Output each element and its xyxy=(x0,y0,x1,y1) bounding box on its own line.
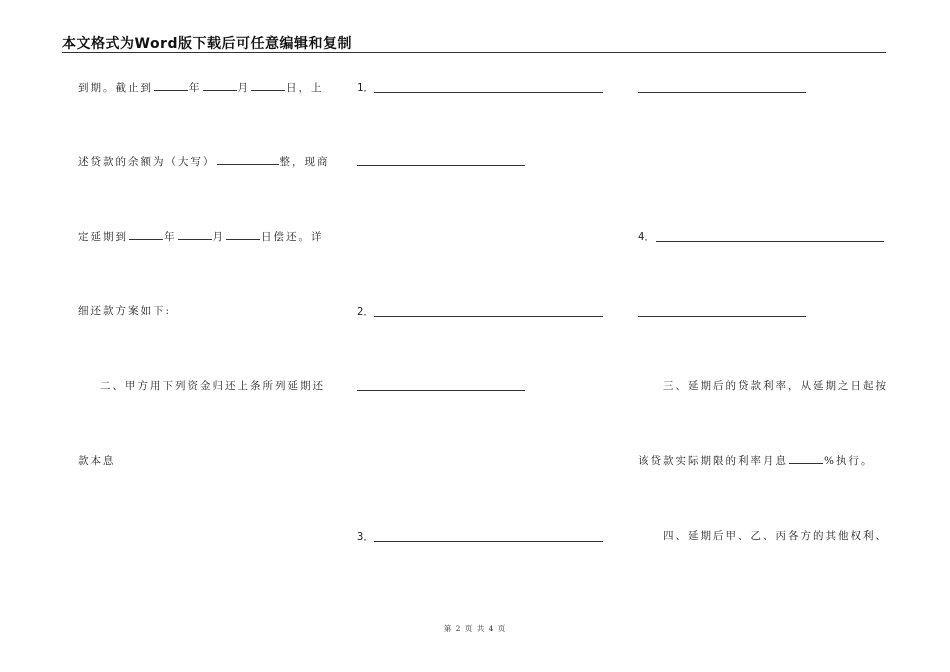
item-number-3: 3． xyxy=(357,531,374,543)
col1-line-1 xyxy=(78,80,324,95)
col1-line-4: 细还款方案如下: xyxy=(78,305,172,317)
header-divider xyxy=(62,52,886,53)
text-segment: %执行。 xyxy=(824,455,874,467)
item-number-4: 4． xyxy=(638,231,655,243)
text-segment: 年 xyxy=(189,82,202,94)
fill-line xyxy=(638,316,806,317)
item-number-2: 2． xyxy=(357,306,374,318)
blank-field xyxy=(203,81,237,91)
blank-field xyxy=(226,230,260,240)
col1-line-6: 款本息 xyxy=(78,455,116,467)
page-header-title: 本文格式为Word版下载后可任意编辑和复制 xyxy=(62,36,352,52)
page-number-footer: 第 2 页 共 4 页 xyxy=(443,624,507,633)
blank-field xyxy=(154,81,188,91)
blank-field xyxy=(217,155,279,165)
fill-line xyxy=(638,92,806,93)
col1-line-2 xyxy=(78,154,330,169)
text-segment: 日，上 xyxy=(286,82,324,94)
blank-field xyxy=(129,230,163,240)
fill-line xyxy=(357,165,525,166)
text-segment: 述贷款的余额为（大写） xyxy=(78,156,216,168)
col1-line-3 xyxy=(78,229,324,244)
text-segment: 日偿还。详 xyxy=(261,231,324,243)
item-number-1: 1． xyxy=(357,82,374,94)
col3-para4-line-1: 四、延期后甲、乙、丙各方的其他权利、 xyxy=(663,530,888,542)
fill-line xyxy=(374,541,603,542)
col3-para3-line-1: 三、延期后的贷款利率，从延期之日起按 xyxy=(663,380,888,392)
text-segment: 到期。截止到 xyxy=(78,82,153,94)
text-segment: 定延期到 xyxy=(78,231,128,243)
text-segment: 整，现商 xyxy=(279,156,330,168)
blank-field xyxy=(251,81,285,91)
text-segment: 月 xyxy=(237,82,250,94)
text-segment: 年 xyxy=(164,231,177,243)
fill-line xyxy=(357,390,525,391)
fill-line xyxy=(374,92,603,93)
fill-line xyxy=(374,316,603,317)
col3-para3-line-2 xyxy=(638,453,873,468)
blank-field xyxy=(789,454,823,464)
text-segment: 该贷款实际期限的利率月息 xyxy=(638,455,788,467)
blank-field xyxy=(178,230,212,240)
text-segment: 月 xyxy=(212,231,225,243)
col1-line-5: 二、甲方用下列资金归还上条所列延期还 xyxy=(100,380,325,392)
fill-line xyxy=(656,241,884,242)
